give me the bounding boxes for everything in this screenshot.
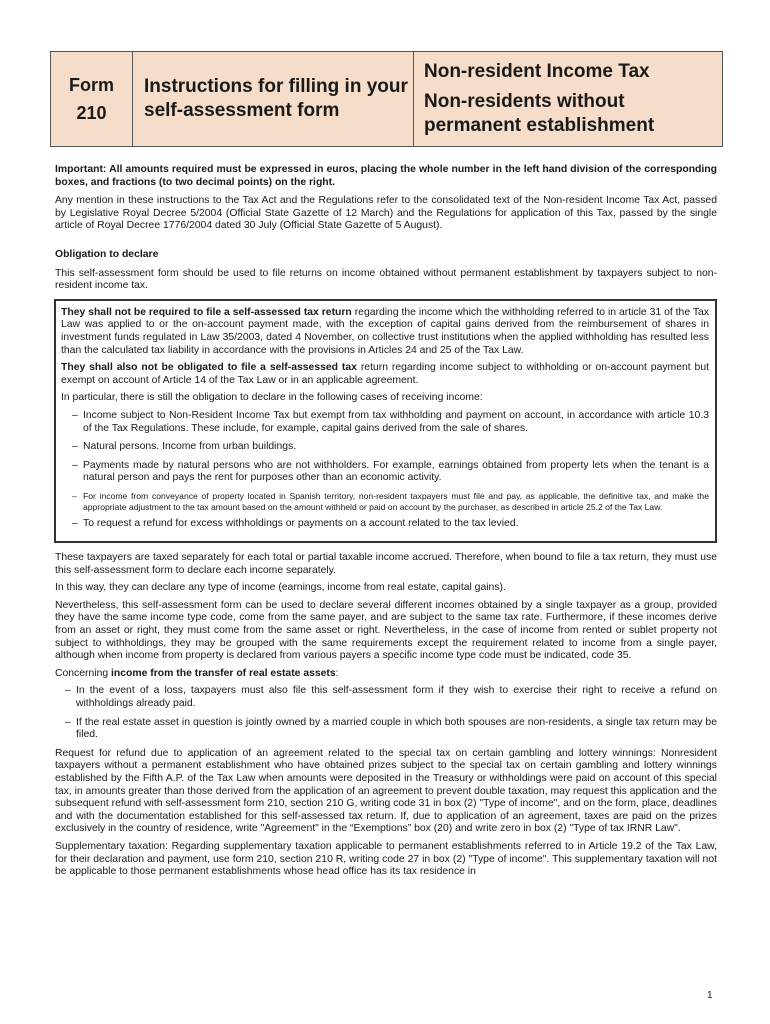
list-item: – Natural persons. Income from urban buildings. bbox=[61, 441, 709, 454]
box-p2-bold: They shall also not be obligated to file a self-assessed tax bbox=[61, 362, 357, 374]
box-list bbox=[61, 410, 709, 531]
form-number-cell bbox=[51, 52, 133, 146]
important-note: Important: All amounts required must be expressed in euros, placing the whole number in the left hand division of the corresponding boxes, and fractions (to two decimal points) on the right. bbox=[55, 164, 717, 188]
form-header bbox=[50, 51, 723, 147]
box-paragraph-3: In particular, there is still the obligation to declare in the following cases of receiving income: bbox=[61, 392, 483, 404]
form-label: Form bbox=[69, 75, 114, 95]
real-estate-list bbox=[55, 685, 717, 741]
after-box-paragraph-1: These taxpayers are taxed separately for each total or partial taxable income accrued. Therefore, when bound to file a tax return, they must use this self-assessment form to declare each income separately. bbox=[55, 552, 717, 576]
list-item: – Payments made by natural persons who are not withholders. For example, earnings obtained from property lets when the tenant is a natural person and pays the rent for purposes other than an economic activity. bbox=[61, 460, 709, 485]
document-body bbox=[55, 164, 717, 884]
list-item: – In the event of a loss, taxpayers must also file this self-assessment form if they wish to exercise their right to receive a refund on withholdings already paid. bbox=[55, 685, 717, 710]
real-estate-bold: income from the transfer of real estate assets bbox=[111, 667, 336, 679]
real-estate-intro bbox=[55, 668, 717, 681]
exemption-box bbox=[54, 299, 717, 543]
obligation-paragraph: This self-assessment form should be used to file returns on income obtained without permanent establishment by taxpayers subject to non-resident income tax. bbox=[55, 267, 717, 292]
obligation-heading: Obligation to declare bbox=[55, 248, 159, 260]
refund-paragraph: Request for refund due to application of an agreement related to the special tax on certain gambling and lottery winnings: Nonresident taxpayers without a permanent establishment who have obtained prizes subject to the special tax on certain gambling and lottery winnings established by the Fifth A.P. of the Tax Law when amounts were deposited in the Treasury or withholdings were paid on account of this special tax, in amounts greater than those derived from the application of an agreement to prevent double taxation, may request this application and the subsequent refund with self-assessment form 210, section 210 G, writing code 31 in box (2) "Type of income", and on the form, place, deadlines and with the documentation established for this self-assessed tax return. If, due to application of an agreement, taxes are paid on the prizes exclusively in the country of residence, write "Agreement" in the “Exemptions” box (20) and write zero in box (2) "Type of tax IRNR Law". bbox=[55, 747, 717, 835]
box-p1-rest: regarding the income which the withholding referred to in article 31 of the Tax Law was applied to or the on-account payment made, with the exception of capital gains derived from the reimbursement of shares in investment funds regulated in Law 35/2003, dated 4 November, on collective trust institutions when the applied withholding has resulted less than the calculated tax liability in accordance with the provisions in Articles 24 and 25 of the Tax Law. bbox=[61, 306, 709, 356]
box-paragraph-2 bbox=[61, 362, 709, 387]
list-item: – For income from conveyance of property located in Spanish territory, non-resident taxpayers must file and pay, as applicable, the definitive tax, and make the appropriate adjustment to the tax amount based on the amount withheld or paid on account by the purchaser, as described in article 25.2 of the Tax Law. bbox=[61, 491, 709, 513]
list-item: – If the real estate asset in question is jointly owned by a married couple in which both spouses are non-residents, a single tax return may be filed. bbox=[55, 717, 717, 742]
tax-title: Non-resident Income Tax bbox=[424, 61, 650, 82]
real-estate-prefix: Concerning bbox=[55, 667, 112, 679]
intro-paragraph: Any mention in these instructions to the Tax Act and the Regulations refer to the consolidated text of the Non-resident Income Tax Act, passed by Legislative Royal Decree 5/2004 (Official State Gazette of 12 March) and the Regulations for application of this Tax, passed by the single article of Royal Decree 1776/2004 dated 30 July (Official State Gazette of 5 August). bbox=[55, 195, 717, 232]
form-number: 210 bbox=[76, 103, 107, 123]
box-p1-bold: They shall not be required to file a self-assessed tax return bbox=[61, 306, 352, 318]
real-estate-suffix: : bbox=[335, 667, 339, 679]
after-box-paragraph-2: In this way, they can declare any type of income (earnings, income from real estate, capital gains). bbox=[55, 582, 506, 594]
list-item: – Income subject to Non-Resident Income Tax but exempt from tax withholding and payment on account, in accordance with article 10.3 of the Tax Regulations. These include, for example, capital gains derived from the sale of shares. bbox=[61, 410, 709, 435]
page-number: 1 bbox=[707, 990, 713, 1001]
box-p2-rest: return regarding income subject to withholding or on-account payment but exempt on account of Article 14 of the Tax Law or in an applicable agreement. bbox=[61, 362, 709, 386]
box-paragraph-1 bbox=[61, 307, 709, 357]
after-box-paragraph-3: Nevertheless, this self-assessment form can be used to declare several different incomes obtained by a single taxpayer as a group, provided they have the same income type code, come from the same payer, and are subject to the same tax rate. Furthermore, if these incomes derive from an asset or right, they must come from the same asset or right. Nevertheless, in the case of income from rented or sublet property not subject to withholdings, they may be grouped with the same requirements except the requirement related to income from a single payer, although when income from property is declared from various payers a specific income type code must be indicated, code 35. bbox=[55, 599, 717, 662]
instructions-title-cell bbox=[133, 52, 414, 146]
list-item: – To request a refund for excess withholdings or payments on a account related to the tax levied. bbox=[61, 518, 709, 531]
tax-title-cell bbox=[414, 52, 722, 146]
tax-subtitle: Non-residents without permanent establishment bbox=[424, 91, 655, 136]
supplementary-paragraph: Supplementary taxation: Regarding supplementary taxation applicable to permanent establishments referred to in Article 19.2 of the Tax Law, for their declaration and payment, use form 210, section 210 R, writing code 27 in box (2) "Type of income". This supplementary taxation will not be applicable to those permanent establishments whose head office has its tax residence in bbox=[55, 840, 717, 878]
instructions-title: Instructions for filling in your self-assessment form bbox=[144, 76, 408, 121]
